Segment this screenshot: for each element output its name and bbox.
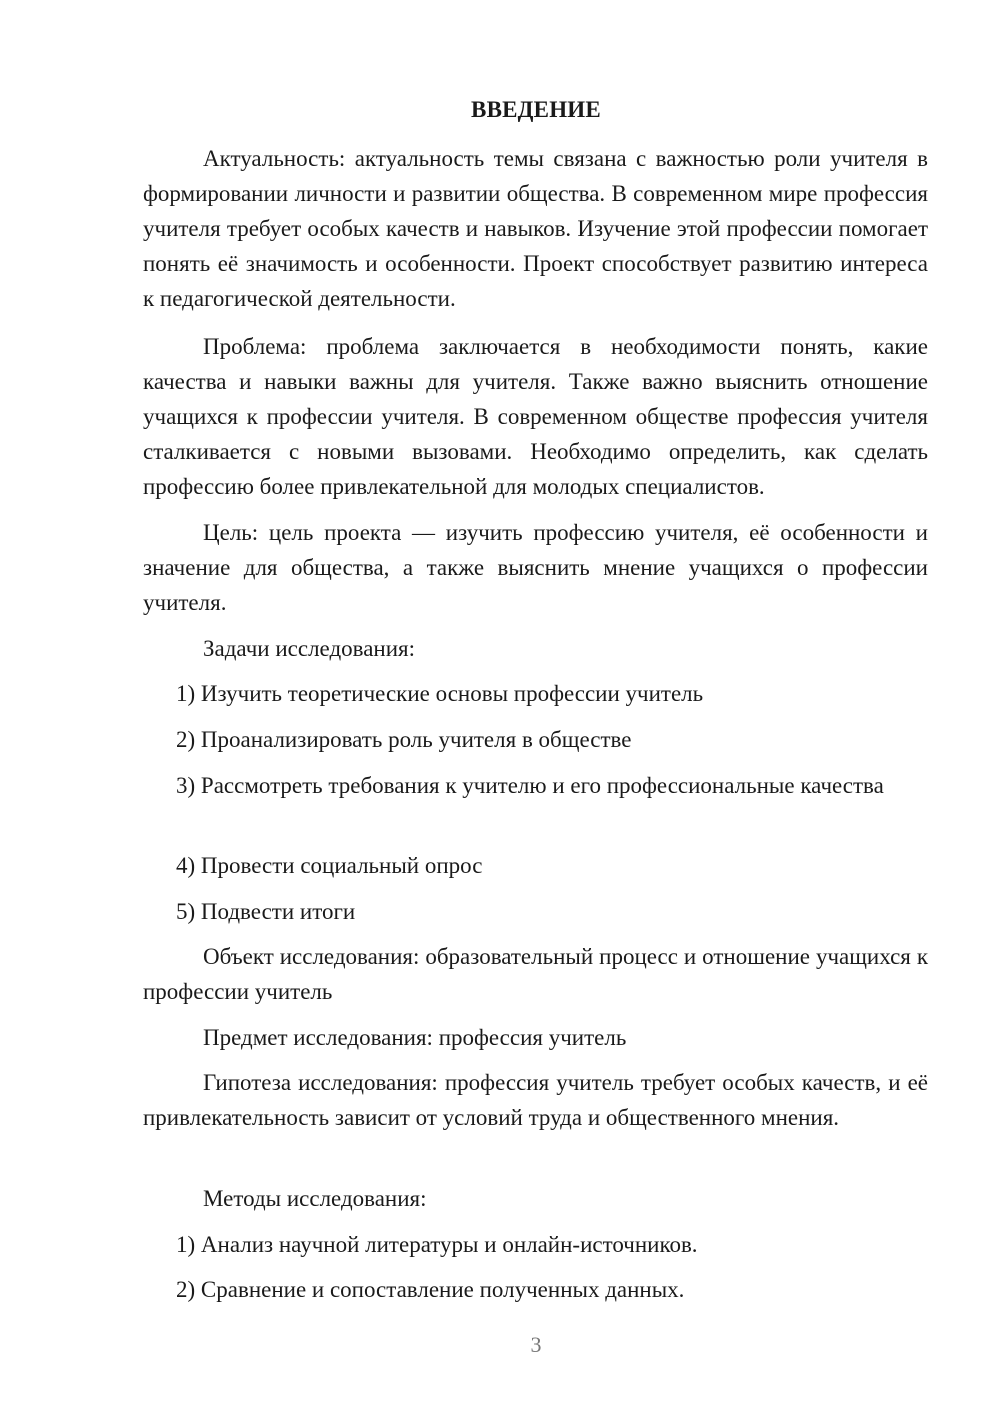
tasks-heading-text: Задачи исследования:: [203, 636, 416, 661]
paragraph-relevance: [143, 141, 928, 316]
method-item-1: [143, 1227, 928, 1262]
hypothesis-text: Гипотеза исследования: профессия учитель требует особых качеств, и её привлекательность зависит от условий труда и общественного мнения.: [143, 1070, 928, 1130]
page-number: 3: [530, 1332, 542, 1357]
paragraph-goal: [143, 515, 928, 620]
list-item: 3) Рассмотреть требования к учителю и его профессиональные качества: [176, 773, 884, 798]
task-item-4: [143, 848, 928, 883]
problem-text: Проблема: проблема заключается в необходимости понять, какие качества и навыки важны для учителя. Также важно выяснить отношение учащихся к профессии учителя. В современном обществе профессия учителя сталкивается с новыми вызовами. Необходимо определить, как сделать профессию более привлекательной для молодых специалистов.: [143, 334, 928, 499]
list-item: 1) Изучить теоретические основы профессии учитель: [176, 681, 704, 706]
list-item: 2) Сравнение и сопоставление полученных данных.: [176, 1277, 685, 1302]
page-title: ВВЕДЕНИЕ: [471, 97, 601, 122]
paragraph-hypothesis: [143, 1065, 928, 1135]
task-item-1: [143, 676, 928, 711]
paragraph-subject: [143, 1020, 928, 1055]
list-item: 1) Анализ научной литературы и онлайн-источников.: [176, 1232, 698, 1257]
goal-text: Цель: цель проекта — изучить профессию учителя, её особенности и значение для общества, а также выяснить мнение учащихся о профессии учителя.: [143, 520, 928, 615]
task-item-3: [143, 768, 928, 803]
methods-heading: [143, 1181, 928, 1216]
list-item: 2) Проанализировать роль учителя в обществе: [176, 727, 632, 752]
method-item-2: [143, 1272, 928, 1307]
list-item: 5) Подвести итоги: [176, 899, 356, 924]
object-text: Объект исследования: образовательный процесс и отношение учащихся к профессии учитель: [143, 944, 928, 1004]
tasks-heading: [143, 631, 928, 666]
task-item-2: [143, 722, 928, 757]
task-item-5: [143, 894, 928, 929]
list-item: 4) Провести социальный опрос: [176, 853, 483, 878]
paragraph-problem: [143, 329, 928, 504]
relevance-text: Актуальность: актуальность темы связана с важностью роли учителя в формировании личности и развитии общества. В современном мире профессия учителя требует особых качеств и навыков. Изучение этой профессии помогает понять её значимость и особенности. Проект способствует развитию интереса к педагогической деятельности.: [143, 146, 928, 311]
paragraph-object: [143, 939, 928, 1009]
methods-heading-text: Методы исследования:: [203, 1186, 427, 1211]
subject-text: Предмет исследования: профессия учитель: [203, 1025, 627, 1050]
